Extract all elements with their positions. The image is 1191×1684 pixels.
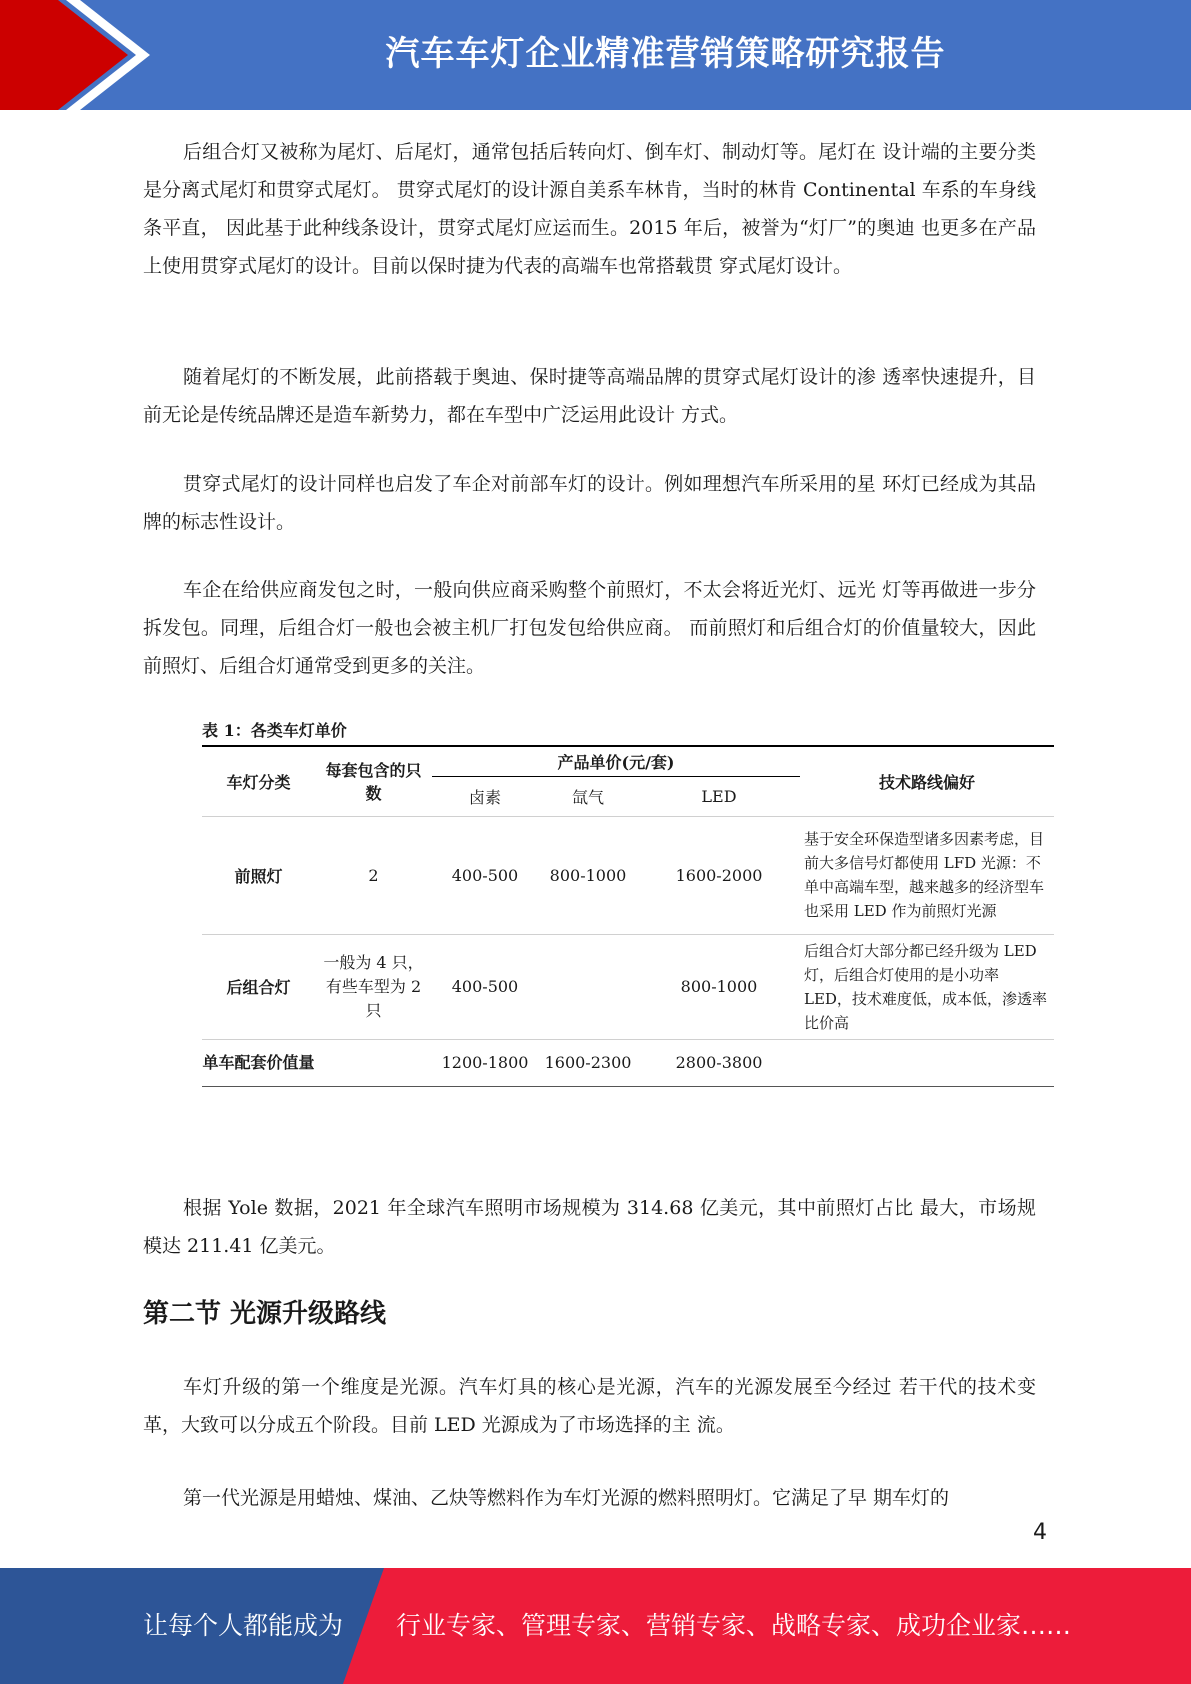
row-xenon: 800-1000	[538, 816, 638, 934]
row-count: 一般为 4 只，有些车型为 2 只	[315, 934, 432, 1039]
header-led: LED	[701, 786, 737, 806]
row-tech: 基于安全环保造型诸多因素考虑，目前大多信号灯都使用 LFD 光源：不单中高端车型，越来越多的经济型车也采用 LED 作为前照灯光源	[800, 816, 1054, 934]
header-halogen: 卤素	[468, 787, 501, 807]
paragraph-first-generation: 第一代光源是用蜡烛、煤油、乙炔等燃料作为车灯光源的燃料照明灯。它满足了早 期车灯的	[183, 1487, 950, 1509]
row-halogen: 1200-1800	[432, 1039, 538, 1086]
price-table-block	[202, 720, 1054, 1087]
table-row	[202, 934, 1054, 1039]
page-header	[0, 0, 1191, 110]
row-halogen: 400-500	[432, 934, 538, 1039]
table-caption: 表 1：各类车灯单价	[202, 721, 347, 740]
report-title: 汽车车灯企业精准营销策略研究报告	[385, 34, 946, 74]
row-xenon: 1600-2300	[538, 1039, 638, 1086]
row-tech: 后组合灯大部分都已经升级为 LED 灯，后组合灯使用的是小功率 LED，技术难度低，成本低，渗透率比价高	[800, 934, 1054, 1039]
row-category: 单车配套价值量	[202, 1039, 315, 1086]
paragraph-supplier-packaging: 车企在给供应商发包之时，一般向供应商采购整个前照灯，不太会将近光灯、远光 灯等再做进一步分拆发包。同理，后组合灯一般也会被主机厂打包发包给供应商。 而前照灯和后组合灯的价值量较大，因此前照灯、后组合灯通常受到更多的关注。	[143, 579, 1036, 677]
header-category: 车灯分类	[202, 746, 315, 816]
paragraph-tail-lamp-development: 随着尾灯的不断发展，此前搭载于奥迪、保时捷等高端品牌的贯穿式尾灯设计的渗 透率快速提升，目前无论是传统品牌还是造车新势力，都在车型中广泛运用此设计 方式。	[143, 366, 1036, 426]
header-tech: 技术路线偏好	[800, 746, 1054, 816]
header-price-group: 产品单价(元/套)	[432, 746, 800, 776]
row-led: 800-1000	[638, 934, 800, 1039]
page-footer	[0, 1568, 1191, 1684]
paragraph-yole-data: 根据 Yole 数据，2021 年全球汽车照明市场规模为 314.68 亿美元，其中前照灯占比 最大，市场规模达 211.41 亿美元。	[143, 1197, 1036, 1257]
table-row	[202, 816, 1054, 934]
row-halogen: 400-500	[432, 816, 538, 934]
row-led: 1600-2000	[638, 816, 800, 934]
row-tech	[800, 1039, 1054, 1086]
row-category: 后组合灯	[202, 934, 315, 1039]
paragraph-rear-lamps: 后组合灯又被称为尾灯、后尾灯，通常包括后转向灯、倒车灯、制动灯等。尾灯在 设计端的主要分类是分离式尾灯和贯穿式尾灯。 贯穿式尾灯的设计源自美系车林肯，当时的林肯 Continental 车系的车身线条平直， 因此基于此种线条设计，贯穿式尾灯应运而生。2015 年后，被誉为“灯厂”的奥迪 也更多在产品上使用贯穿式尾灯的设计。目前以保时捷为代表的高端车也常搭载贯 穿式尾灯设计。	[143, 141, 1036, 277]
row-category: 前照灯	[202, 816, 315, 934]
lamp-price-table	[202, 745, 1054, 1087]
paragraph-front-lamp-design: 贯穿式尾灯的设计同样也启发了车企对前部车灯的设计。例如理想汽车所采用的星 环灯已经成为其品牌的标志性设计。	[143, 473, 1036, 533]
footer-slogan-right: 行业专家、管理专家、营销专家、战略专家、成功企业家……	[396, 1611, 1072, 1640]
row-led: 2800-3800	[638, 1039, 800, 1086]
row-count	[315, 1039, 432, 1086]
row-count: 2	[315, 816, 432, 934]
footer-slogan-left: 让每个人都能成为	[143, 1611, 344, 1640]
paragraph-light-source: 车灯升级的第一个维度是光源。汽车灯具的核心是光源，汽车的光源发展至今经过 若干代的技术变革，大致可以分成五个阶段。目前 LED 光源成为了市场选择的主 流。	[143, 1376, 1036, 1436]
table-row	[202, 1039, 1054, 1086]
row-xenon	[538, 934, 638, 1039]
header-xenon: 氙气	[571, 787, 604, 807]
header-count: 每套包含的只数	[315, 746, 432, 816]
section-heading: 第二节 光源升级路线	[143, 1299, 387, 1329]
page-number: 4	[1033, 1520, 1047, 1545]
